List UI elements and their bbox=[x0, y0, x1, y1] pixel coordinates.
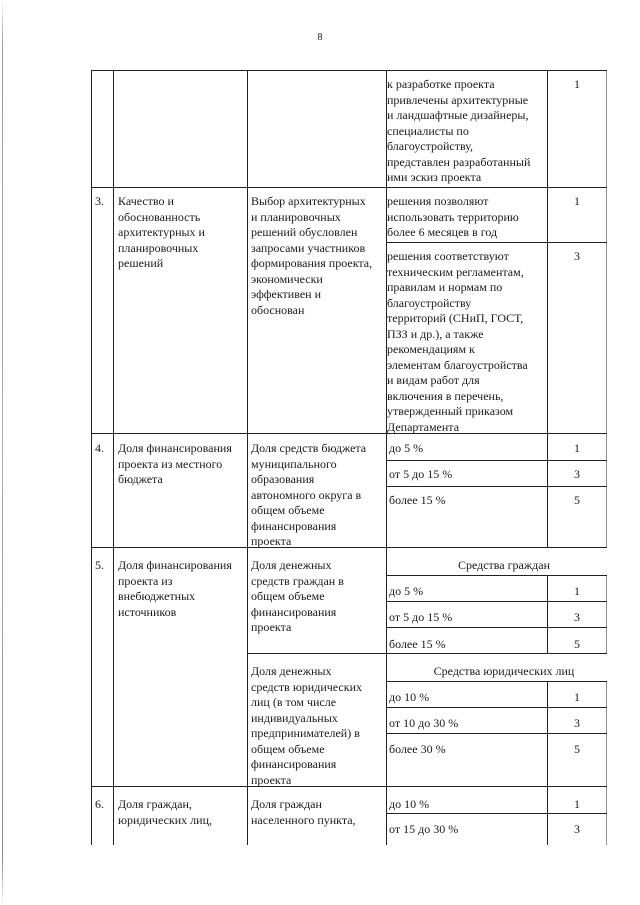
row6-item0-score: 1 bbox=[574, 797, 580, 811]
row5-group1-item0-score: 1 bbox=[574, 690, 580, 704]
row4-number: 4. bbox=[95, 441, 104, 455]
row6-item0-text: до 10 % bbox=[389, 797, 430, 811]
row4-indicator: Доля средств бюджета муниципального образования автономного округа в общем объеме финансирования проекта bbox=[251, 441, 367, 548]
row4-item2-score: 5 bbox=[574, 493, 580, 507]
row6-item1-score: 3 bbox=[574, 822, 580, 836]
row3-item1-score: 3 bbox=[574, 249, 580, 263]
row6-criterion: Доля граждан, юридических лиц, bbox=[118, 797, 212, 827]
table-grid bbox=[91, 70, 607, 845]
row5-group1-header: Средства юридических лиц bbox=[433, 664, 575, 678]
row3-indicator: Выбор архитектурных и планировочных решений обусловлен запросами участников формирования проекта, экономически эффективен и обоснован bbox=[251, 194, 373, 317]
row6-number: 6. bbox=[95, 797, 104, 811]
row4-item1-score: 3 bbox=[574, 467, 580, 481]
row5-criterion: Доля финансирования проекта из внебюджетных источников bbox=[118, 558, 232, 619]
row5-group0-indicator: Доля денежных средств граждан в общем объеме финансирования проекта bbox=[251, 558, 344, 634]
row4-criterion: Доля финансирования проекта из местного бюджета bbox=[118, 441, 232, 486]
row0-item0-score: 1 bbox=[574, 77, 580, 91]
row5-group1-item0-text: до 10 % bbox=[389, 690, 430, 704]
row0-item0-text: к разработке проекта привлечены архитектурные и ландшафтные дизайнеры, специалисты по благоустройству, представлен разработанный ими эскиз проекта bbox=[387, 77, 531, 184]
row5-group0-item0-score: 1 bbox=[574, 584, 580, 598]
row5-group0-item2-text: более 15 % bbox=[389, 637, 446, 651]
row4-item0-text: до 5 % bbox=[389, 441, 424, 455]
row3-item1-text: решения соответствуют техническим регламентам, правилам и нормам по благоустройству территорий (СНиП, ГОСТ, ПЗЗ и др.), а также рекомендациям к элементам благоустройства и видам работ для включения в перечень, утвержденный приказом Департамента bbox=[387, 249, 528, 434]
row5-group0-header: Средства граждан bbox=[457, 558, 551, 572]
row5-group0-item0-text: до 5 % bbox=[389, 584, 424, 598]
row5-group0-item2-score: 5 bbox=[574, 637, 580, 651]
row5-number: 5. bbox=[95, 558, 104, 572]
page-number: 8 bbox=[317, 32, 323, 43]
row3-number: 3. bbox=[95, 194, 104, 208]
row4-item2-text: более 15 % bbox=[389, 493, 446, 507]
criteria-table bbox=[91, 70, 607, 845]
row5-group0-item1-text: от 5 до 15 % bbox=[389, 610, 453, 624]
scan-edge-line bbox=[2, 0, 3, 905]
row5-group1-item2-text: более 30 % bbox=[389, 742, 446, 756]
row5-group1-item1-text: от 10 до 30 % bbox=[389, 716, 459, 730]
row4-item1-text: от 5 до 15 % bbox=[389, 467, 453, 481]
row5-group0-item1-score: 3 bbox=[574, 610, 580, 624]
row3-item0-text: решения позволяют использовать территорию более 6 месяцев в год bbox=[387, 194, 519, 239]
row5-group1-item2-score: 5 bbox=[574, 742, 580, 756]
row3-criterion: Качество и обоснованность архитектурных и планировочных решений bbox=[118, 194, 205, 270]
row5-group1-item1-score: 3 bbox=[574, 716, 580, 730]
row4-item0-score: 1 bbox=[574, 441, 580, 455]
row6-item1-text: от 15 до 30 % bbox=[389, 822, 459, 836]
row3-item0-score: 1 bbox=[574, 194, 580, 208]
row6-indicator: Доля граждан населенного пункта, bbox=[251, 797, 356, 827]
row5-group1-indicator: Доля денежных средств юридических лиц (в том числе индивидуальных предпринимателей) в общем объеме финансирования проекта bbox=[251, 664, 362, 787]
